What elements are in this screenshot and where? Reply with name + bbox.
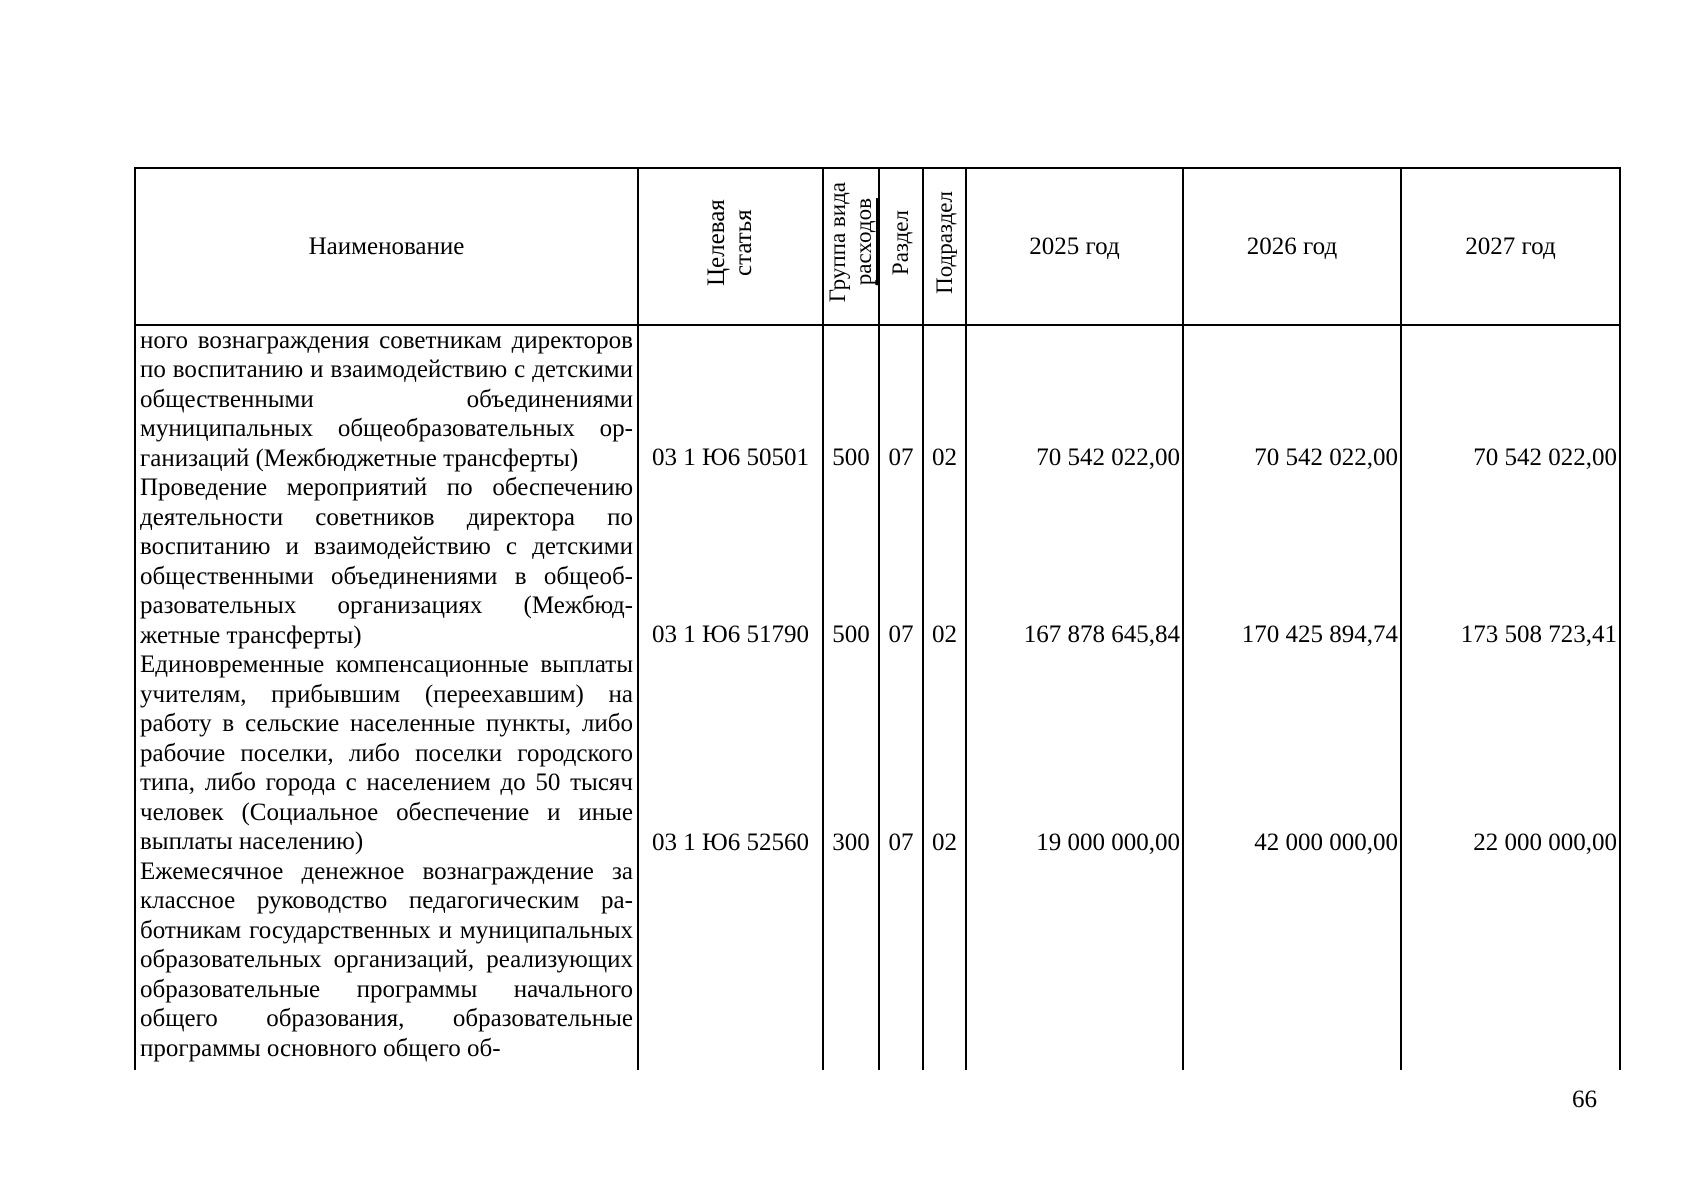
header-subsection [923,168,966,325]
header-target-article-label: Целевая статья [702,199,757,286]
row-3-section: 07 [888,828,914,856]
y2025-column-cell [966,325,1183,1070]
row-1-name: ного вознаграждения советникам директоров по воспитанию и взаимодействию с детскими общественными объединениями муниципальных общеобразовательных организаций (Межбюджетные трансферты) [140,326,633,472]
table-header-row [135,168,1620,325]
row-3-y2026: 42 000 000,00 [1254,828,1398,856]
row-2-y2026: 170 425 894,74 [1241,620,1398,648]
row-1-expense-group: 500 [832,443,870,471]
row-1-target-article: 03 1 Ю6 50501 [652,443,809,471]
header-expense-group [823,168,879,325]
section-column-cell [879,325,923,1070]
header-2026: 2026 год [1183,168,1401,325]
y2027-column-cell [1401,325,1620,1070]
row-2-target-article: 03 1 Ю6 51790 [652,620,809,648]
header-target-article [638,168,823,325]
expense-group-column-cell [823,325,879,1070]
header-name: Наименование [135,168,638,325]
name-column-cell [135,325,638,1070]
row-2-section: 07 [888,620,914,648]
budget-table [134,167,1621,1070]
page-number: 66 [1572,1086,1597,1113]
header-section [879,168,923,325]
target-article-column-cell [638,325,823,1070]
header-section-label: Раздел [888,209,913,276]
row-2-subsection: 02 [932,620,957,648]
row-3-name: Единовременные компенсационные выплаты учителям, прибывшим (переехавшим) на работу в сельские населенные пункты, либо рабочие поселки, либо поселки городского типа, либо города с населением до 50 тысяч человек (Социальное обеспечение и иные выплаты населению) [140,651,633,855]
row-3-y2025: 19 000 000,00 [1036,828,1180,856]
row-1-y2027: 70 542 022,00 [1473,443,1617,471]
row-2-expense-group: 500 [832,620,870,648]
row-3-expense-group: 300 [832,828,870,856]
row-1-y2025: 70 542 022,00 [1036,443,1180,471]
row-2-y2027: 173 508 723,41 [1460,620,1617,648]
row-1-subsection: 02 [932,443,957,471]
header-expense-group-label: Группа вида расходов [825,182,876,303]
row-1-y2026: 70 542 022,00 [1254,443,1398,471]
header-2027: 2027 год [1401,168,1620,325]
table-row [135,325,1620,1070]
row-3-y2027: 22 000 000,00 [1473,828,1617,856]
row-2-y2025: 167 878 645,84 [1023,620,1180,648]
row-3-subsection: 02 [932,828,957,856]
row-2-name: Проведение мероприятий по обеспечению деятельности советников директора по воспитанию и взаимодействию с детскими общественными объединениями в общеобразовательных организациях (Межбюджетные трансферты) [140,474,633,649]
row-3-target-article: 03 1 Ю6 52560 [652,828,809,856]
subsection-column-cell [923,325,966,1070]
header-2025: 2025 год [966,168,1183,325]
row-4-name: Ежемесячное денежное вознаграждение за классное руководство педагогическим работникам государственных и муниципальных образовательных организаций, реализующих образовательные программы начального общего образования, образовательные программы основного общего об- [140,857,633,1062]
header-subsection-label: Подраздел [931,191,957,294]
row-1-section: 07 [888,443,914,471]
y2026-column-cell [1183,325,1401,1070]
